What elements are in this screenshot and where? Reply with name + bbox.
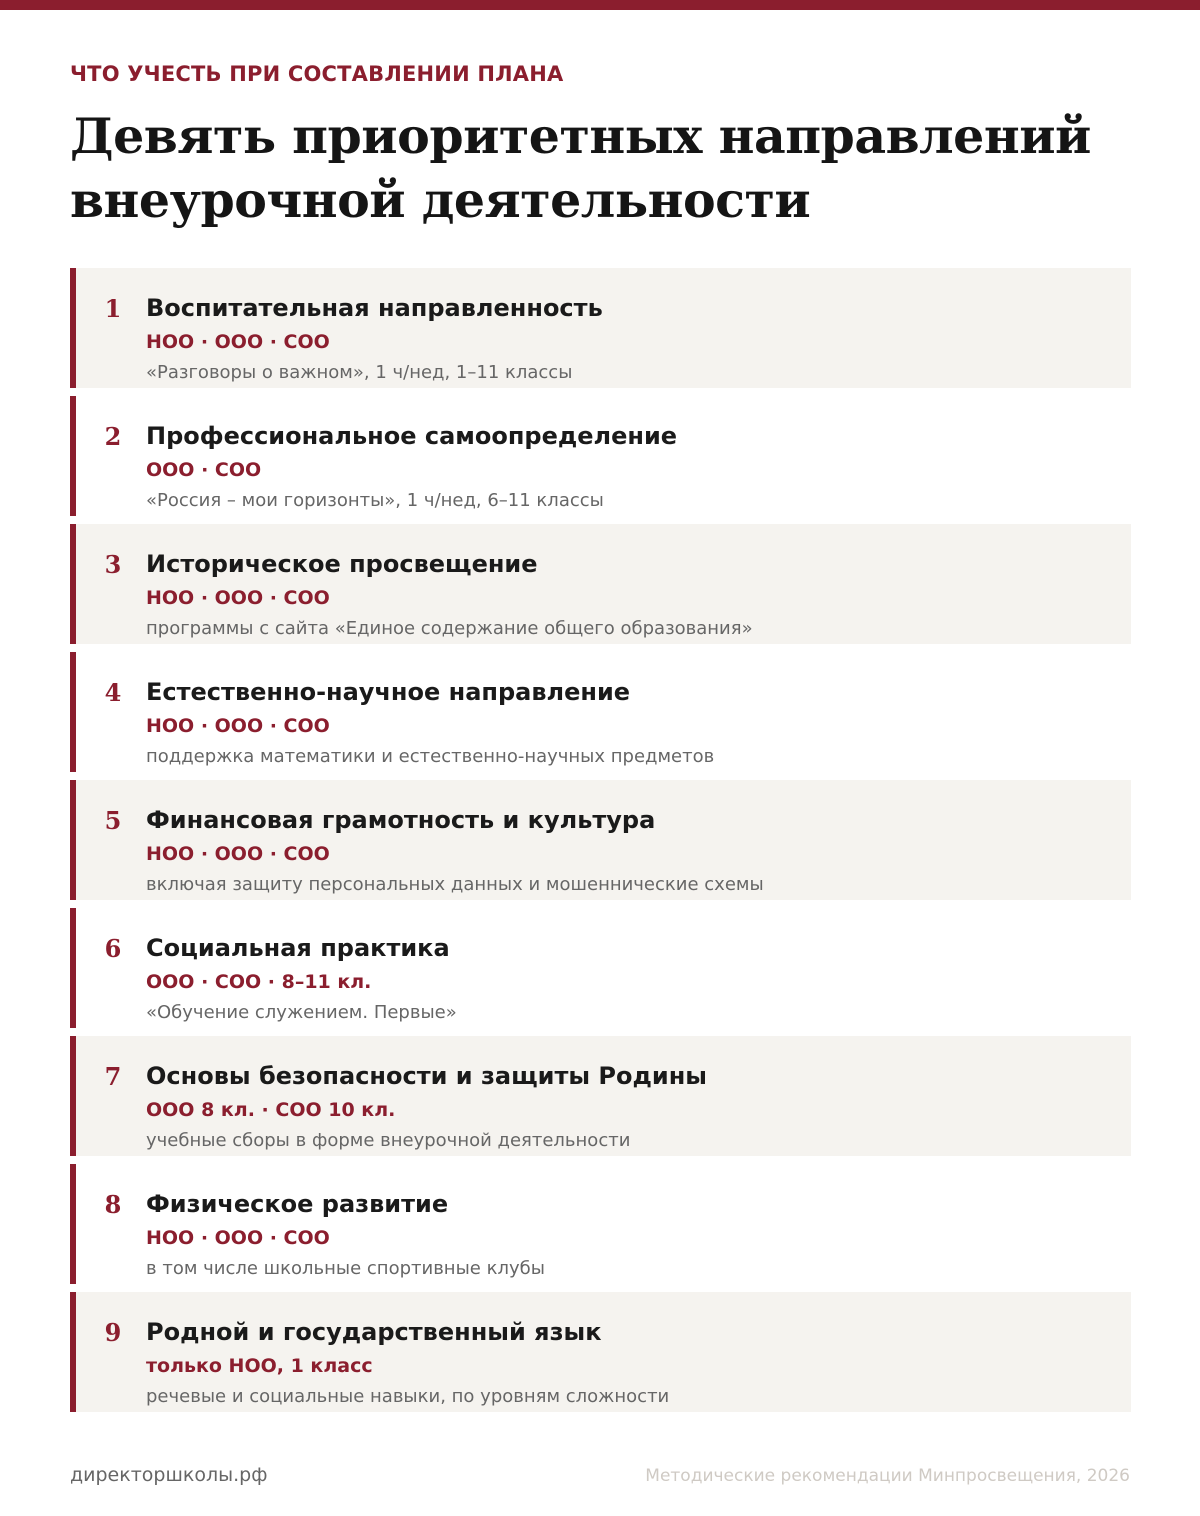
- item-description: поддержка математики и естественно-научных предметов: [146, 746, 715, 767]
- directions-list: [70, 268, 1131, 1420]
- item-levels: НОО · ООО · СОО: [146, 843, 330, 865]
- item-description: учебные сборы в форме внеурочной деятельности: [146, 1130, 631, 1151]
- item-description: «Разговоры о важном», 1 ч/нед, 1–11 классы: [146, 362, 573, 383]
- list-item: [70, 268, 1131, 388]
- page-title: Девять приоритетных направлений внеурочной деятельности: [70, 107, 1091, 229]
- item-number: 3: [104, 550, 122, 579]
- item-description: включая защиту персональных данных и мошеннические схемы: [146, 874, 764, 895]
- item-number: 1: [104, 294, 122, 323]
- list-item: [70, 396, 1131, 516]
- list-item: [70, 1292, 1131, 1412]
- item-levels: ООО 8 кл. · СОО 10 кл.: [146, 1099, 396, 1121]
- list-item: [70, 1164, 1131, 1284]
- item-title: Физическое развитие: [146, 1190, 449, 1218]
- item-title: Естественно-научное направление: [146, 678, 631, 706]
- item-levels: НОО · ООО · СОО: [146, 715, 330, 737]
- footer-site-link[interactable]: директоршколы.рф: [70, 1464, 268, 1486]
- item-title: Историческое просвещение: [146, 550, 538, 578]
- item-title: Воспитательная направленность: [146, 294, 603, 322]
- item-levels: НОО · ООО · СОО: [146, 587, 330, 609]
- list-item: [70, 908, 1131, 1028]
- footer-source: Методические рекомендации Минпросвещения, 2026: [645, 1466, 1130, 1486]
- item-levels: НОО · ООО · СОО: [146, 1227, 330, 1249]
- item-number: 7: [104, 1062, 122, 1091]
- item-title: Социальная практика: [146, 934, 450, 962]
- item-levels: ООО · СОО · 8–11 кл.: [146, 971, 372, 993]
- item-description: «Россия – мои горизонты», 1 ч/нед, 6–11 классы: [146, 490, 604, 511]
- item-description: «Обучение служением. Первые»: [146, 1002, 457, 1023]
- item-number: 5: [104, 806, 122, 835]
- item-number: 6: [104, 934, 122, 963]
- list-item: [70, 1036, 1131, 1156]
- item-levels: НОО · ООО · СОО: [146, 331, 330, 353]
- item-title: Основы безопасности и защиты Родины: [146, 1062, 707, 1090]
- list-item: [70, 652, 1131, 772]
- item-title: Профессиональное самоопределение: [146, 422, 678, 450]
- item-title: Родной и государственный язык: [146, 1318, 602, 1346]
- item-description: программы с сайта «Единое содержание общего образования»: [146, 618, 753, 639]
- item-number: 9: [104, 1318, 122, 1347]
- item-number: 4: [104, 678, 122, 707]
- section-kicker: ЧТО УЧЕСТЬ ПРИ СОСТАВЛЕНИИ ПЛАНА: [70, 62, 564, 86]
- item-levels: ООО · СОО: [146, 459, 262, 481]
- item-description: речевые и социальные навыки, по уровням сложности: [146, 1386, 670, 1407]
- list-item: [70, 524, 1131, 644]
- item-description: в том числе школьные спортивные клубы: [146, 1258, 545, 1279]
- item-number: 2: [104, 422, 122, 451]
- list-item: [70, 780, 1131, 900]
- item-number: 8: [104, 1190, 122, 1219]
- top-accent-bar: [0, 0, 1200, 10]
- item-title: Финансовая грамотность и культура: [146, 806, 656, 834]
- item-levels: только НОО, 1 класс: [146, 1355, 373, 1377]
